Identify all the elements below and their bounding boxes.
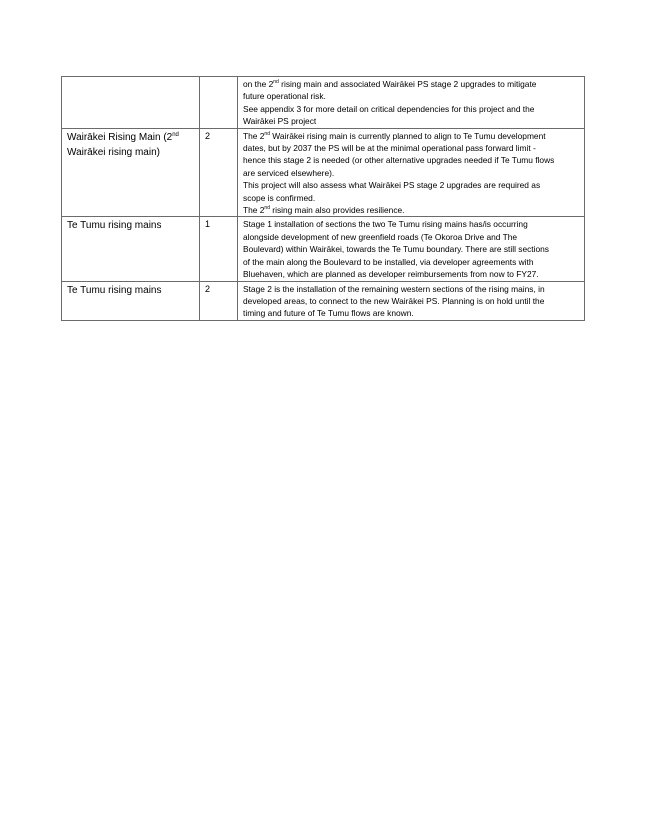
description-cell bbox=[238, 217, 585, 281]
description-line: Stage 2 is the installation of the remaining western sections of the rising mains, in bbox=[243, 283, 545, 294]
project-name-line: Wairākei rising main) bbox=[67, 146, 160, 158]
description-line: See appendix 3 for more detail on critical dependencies for this project and the bbox=[243, 103, 535, 114]
stage-cell: 1 bbox=[200, 217, 238, 281]
description-line: Bluehaven, which are planned as developer reimbursements from now to FY27. bbox=[243, 269, 539, 280]
description-line: This project will also assess what Wairākei PS stage 2 upgrades are required as bbox=[243, 180, 541, 191]
description-cell bbox=[238, 77, 585, 129]
description-line: Wairākei PS project bbox=[243, 116, 317, 127]
project-name-cell: Te Tumu rising mains bbox=[62, 217, 200, 281]
description-line: dates, but by 2037 the PS will be at the minimal operational pass forward limit - bbox=[243, 143, 536, 154]
projects-table bbox=[61, 76, 585, 321]
description-line: of the main along the Boulevard to be installed, via developer agreements with bbox=[243, 256, 534, 267]
stage-cell bbox=[200, 77, 238, 129]
table-row bbox=[62, 217, 585, 281]
description-line: developed areas, to connect to the new Wairākei PS. Planning is on hold until the bbox=[243, 295, 545, 306]
project-name-cell bbox=[62, 77, 200, 129]
table-row bbox=[62, 77, 585, 129]
description-line: Boulevard) within Wairākei, towards the Te Tumu boundary. There are still sections bbox=[243, 244, 549, 255]
description-line: timing and future of Te Tumu flows are known. bbox=[243, 308, 414, 319]
description-cell bbox=[238, 128, 585, 217]
project-name-cell: Te Tumu rising mains bbox=[62, 281, 200, 320]
description-cell bbox=[238, 281, 585, 320]
project-name-line: Wairākei Rising Main (2nd bbox=[67, 131, 179, 143]
description-line: The 2nd rising main also provides resilience. bbox=[243, 205, 405, 216]
description-line: scope is confirmed. bbox=[243, 192, 316, 203]
table-row bbox=[62, 128, 585, 217]
description-line: The 2nd Wairākei rising main is currently planned to align to Te Tumu development bbox=[243, 130, 546, 141]
description-line: future operational risk. bbox=[243, 91, 326, 102]
description-line: on the 2nd rising main and associated Wairākei PS stage 2 upgrades to mitigate bbox=[243, 79, 537, 89]
description-line: Stage 1 installation of sections the two Te Tumu rising mains has/is occurring bbox=[243, 219, 528, 230]
project-name-cell bbox=[62, 128, 200, 217]
description-line: are serviced elsewhere). bbox=[243, 167, 335, 178]
description-line: hence this stage 2 is needed (or other alternative upgrades needed if Te Tumu flows bbox=[243, 155, 555, 166]
description-line: alongside development of new greenfield roads (Te Okoroa Drive and The bbox=[243, 231, 518, 242]
stage-cell: 2 bbox=[200, 128, 238, 217]
stage-cell: 2 bbox=[200, 281, 238, 320]
table-row bbox=[62, 281, 585, 320]
